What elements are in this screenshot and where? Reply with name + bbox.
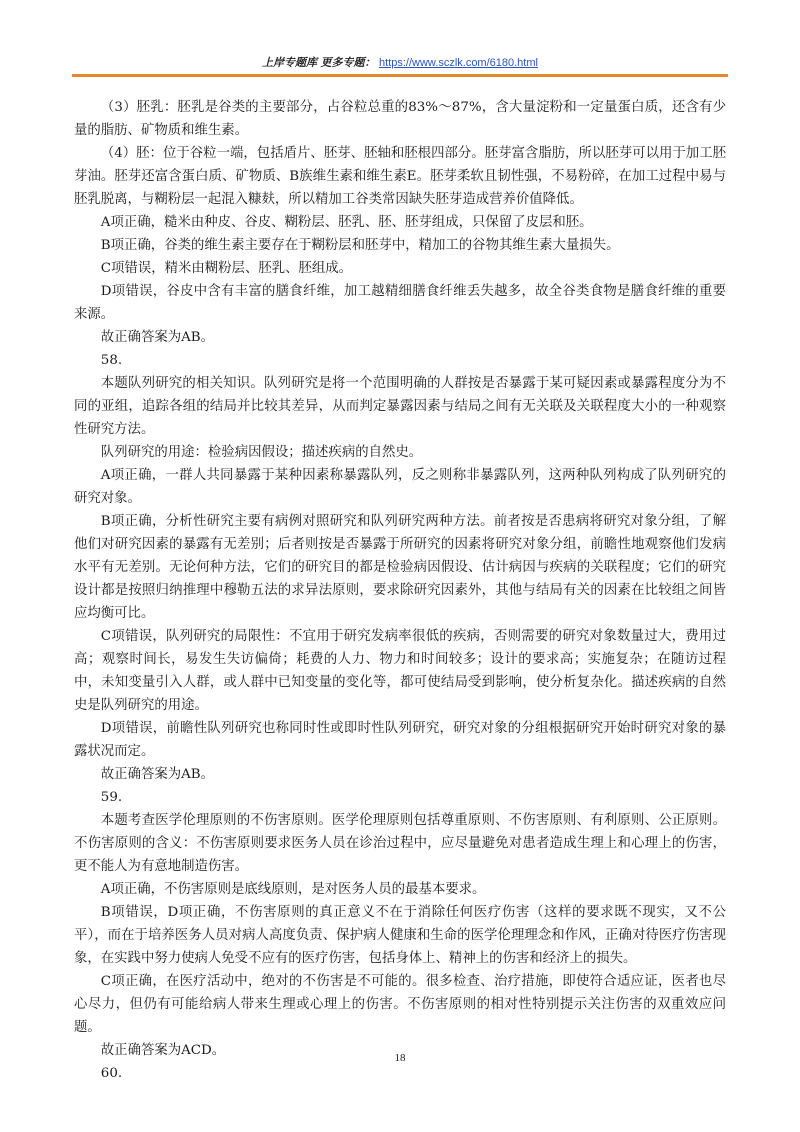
paragraph: C项错误，精米由糊粉层、胚乳、胚组成。 xyxy=(100,261,353,276)
header-link[interactable]: https://www.sczlk.com/6180.html xyxy=(379,57,538,69)
paragraph: 本题队列研究的相关知识。队列研究是将一个范围明确的人群按是否暴露于某可疑因素或暴露程度分为不同的亚组，追踪各组的结局并比较其差异，从而判定暴露因素与结局之间有无关联及关联程度大小的一种观察性研究方法。 xyxy=(74,376,726,437)
question-number: 60. xyxy=(100,1066,123,1081)
question-number: 58. xyxy=(100,353,123,368)
header-rule xyxy=(72,74,728,77)
paragraph: 队列研究的用途：检验病因假设；描述疾病的自然史。 xyxy=(100,445,423,460)
paragraph: （4）胚：位于谷粒一端，包括盾片、胚芽、胚轴和胚根四部分。胚芽富含脂肪，所以胚芽可以用于加工胚芽油。胚芽还富含蛋白质、矿物质、B族维生素和维生素E。胚芽柔软且韧性强，不易粉碎，在加工过程中易与胚乳脱离，与糊粉层一起混入糠麸，所以精加工谷类常因缺失胚芽造成营养价值降低。 xyxy=(74,146,726,207)
paragraph: D项错误，谷皮中含有丰富的膳食纤维，加工越精细膳食纤维丢失越多，故全谷类食物是膳食纤维的重要来源。 xyxy=(74,284,726,322)
paragraph: B项正确，谷类的维生素主要存在于糊粉层和胚芽中，精加工的谷物其维生素大量损失。 xyxy=(100,238,620,253)
answer-line: 故正确答案为AB。 xyxy=(100,767,215,782)
paragraph: A项正确，不伤害原则是底线原则，是对医务人员的最基本要求。 xyxy=(100,882,486,897)
header-more-label: 更多专题： xyxy=(320,56,376,69)
page-number: 18 xyxy=(394,1052,406,1064)
question-number: 59. xyxy=(100,790,123,805)
page-header xyxy=(72,54,728,76)
paragraph: 本题考查医学伦理原则的不伤害原则。医学伦理原则包括尊重原则、不伤害原则、有利原则、公正原则。不伤害原则的含义：不伤害原则要求医务人员在诊治过程中，应尽量避免对患者造成生理上和心理上的伤害，更不能人为有意地制造伤害。 xyxy=(74,813,726,874)
paragraph: B项错误，D项正确，不伤害原则的真正意义不在于消除任何医疗伤害（这样的要求既不现实，又不公平），而在于培养医务人员对病人高度负责、保护病人健康和生命的医学伦理理念和作风，正确对待医疗伤害现象，在实践中努力使病人免受不应有的医疗伤害，包括身体上、精神上的伤害和经济上的损失。 xyxy=(74,905,726,966)
answer-line: 故正确答案为AB。 xyxy=(100,330,215,345)
paragraph: A项正确，糙米由种皮、谷皮、糊粉层、胚乳、胚、胚芽组成，只保留了皮层和胚。 xyxy=(100,215,593,230)
page-content xyxy=(74,96,726,1085)
paragraph: C项正确，在医疗活动中，绝对的不伤害是不可能的。很多检查、治疗措施，即使符合适应证，医者也尽心尽力，但仍有可能给病人带来生理或心理上的伤害。不伤害原则的相对性特别提示关注伤害的双重效应问题。 xyxy=(74,974,726,1035)
paragraph: C项错误，队列研究的局限性：不宜用于研究发病率很低的疾病，否则需要的研究对象数量过大，费用过高；观察时间长，易发生失访偏倚；耗费的人力、物力和时间较多；设计的要求高；实施复杂；在随访过程中，未知变量引入人群，或人群中已知变量的变化等，都可使结局受到影响，使分析复杂化。描述疾病的自然史是队列研究的用途。 xyxy=(74,629,726,713)
paragraph: A项正确，一群人共同暴露于某种因素称暴露队列，反之则称非暴露队列，这两种队列构成了队列研究的研究对象。 xyxy=(74,468,726,506)
answer-line: 故正确答案为ACD。 xyxy=(100,1043,226,1058)
paragraph: D项错误，前瞻性队列研究也称同时性或即时性队列研究，研究对象的分组根据研究开始时研究对象的暴露状况而定。 xyxy=(74,721,726,759)
paragraph: B项正确，分析性研究主要有病例对照研究和队列研究两种方法。前者按是否患病将研究对象分组，了解他们对研究因素的暴露有无差别；后者则按是否暴露于所研究的因素将研究对象分组，前瞻性地观察他们发病水平有无差别。无论何种方法，它们的研究目的都是检验病因假设、估计病因与疾病的关联程度；它们的研究设计都是按照归纳推理中穆勒五法的求异法原则，要求除研究因素外，其他与结局有关的因素在比较组之间皆应均衡可比。 xyxy=(74,514,726,621)
header-label: 上岸专题库 xyxy=(262,56,318,69)
paragraph: （3）胚乳：胚乳是谷类的主要部分，占谷粒总重的83%～87%，含大量淀粉和一定量蛋白质，还含有少量的脂肪、矿物质和维生素。 xyxy=(74,100,726,138)
